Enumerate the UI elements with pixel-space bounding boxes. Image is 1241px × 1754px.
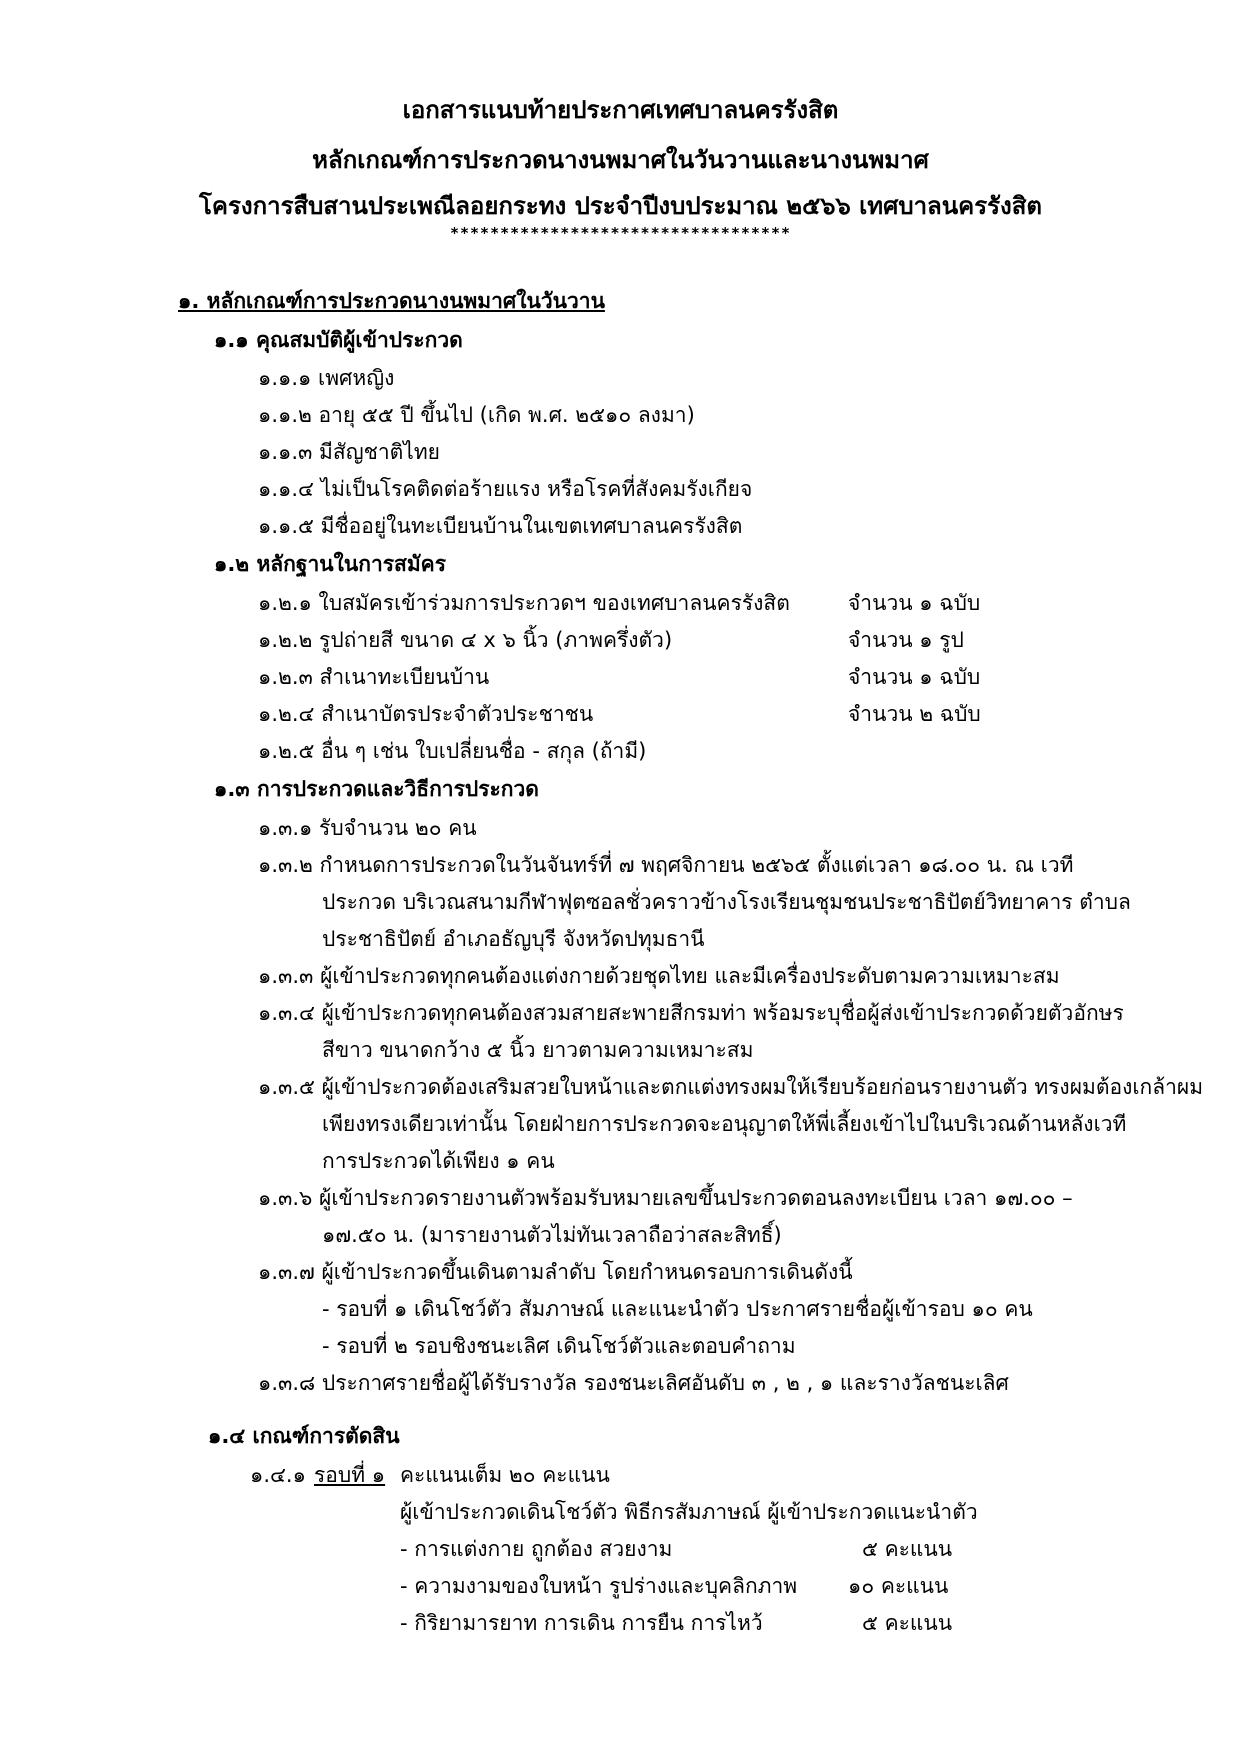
criteria-item: - ความงามของใบหน้า รูปร่างและบุคลิกภาพ (400, 1574, 798, 1598)
list-item-qty: จำนวน ๒ ฉบับ (848, 702, 981, 726)
doc-title-1: เอกสารแนบท้ายประกาศเทศบาลนครรังสิต (402, 96, 839, 124)
round-1-description: ผู้เข้าประกวดเดินโชว์ตัว พิธีกรสัมภาษณ์ ผู้เข้าประกวดแนะนำตัว (400, 1500, 978, 1524)
section-1-2-heading: ๑.๒ หลักฐานในการสมัคร (214, 552, 447, 576)
list-item: ๑.๑.๓ มีสัญชาติไทย (258, 440, 440, 464)
list-item-sub: - รอบที่ ๑ เดินโชว์ตัว สัมภาษณ์ และแนะนำตัว ประกาศรายชื่อผู้เข้ารอบ ๑๐ คน (322, 1297, 1033, 1321)
list-item: ๑.๒.๔ สำเนาบัตรประจำตัวประชาชน (258, 702, 594, 726)
list-item: ๑.๑.๒ อายุ ๕๕ ปี ขึ้นไป (เกิด พ.ศ. ๒๕๑๐ ลงมา) (258, 403, 695, 427)
criteria-item: - การแต่งกาย ถูกต้อง สวยงาม (400, 1537, 673, 1561)
section-1-3-heading: ๑.๓ การประกวดและวิธีการประกวด (214, 777, 539, 801)
list-item: ๑.๒.๓ สำเนาทะเบียนบ้าน (258, 665, 490, 689)
list-item-cont: ประชาธิปัตย์ อำเภอธัญบุรี จังหวัดปทุมธานี (322, 927, 705, 951)
criteria-item: - กิริยามารยาท การเดิน การยืน การไหว้ (400, 1611, 763, 1635)
list-item: ๑.๓.๓ ผู้เข้าประกวดทุกคนต้องแต่งกายด้วยชุดไทย และมีเครื่องประดับตามความเหมาะสม (258, 964, 1060, 988)
stars-divider: ********************************** (449, 224, 792, 242)
list-item-qty: จำนวน ๑ รูป (848, 628, 964, 652)
list-item: ๑.๒.๕ อื่น ๆ เช่น ใบเปลี่ยนชื่อ - สกุล (ถ้ามี) (258, 739, 647, 763)
list-item: ๑.๑.๕ มีชื่ออยู่ในทะเบียนบ้านในเขตเทศบาลนครรังสิต (258, 514, 743, 538)
list-item: ๑.๓.๑ รับจำนวน ๒๐ คน (258, 816, 477, 840)
list-item-sub: - รอบที่ ๒ รอบชิงชนะเลิศ เดินโชว์ตัวและตอบคำถาม (322, 1334, 796, 1358)
round-1-number: ๑.๔.๑ (250, 1463, 306, 1487)
list-item-cont: เพียงทรงเดียวเท่านั้น โดยฝ่ายการประกวดจะอนุญาตให้พี่เลี้ยงเข้าไปในบริเวณด้านหลังเวที (322, 1112, 1127, 1136)
list-item: ๑.๓.๘ ประกาศรายชื่อผู้ได้รับรางวัล รองชนะเลิศอันดับ ๓ , ๒ , ๑ และรางวัลชนะเลิศ (258, 1371, 1009, 1395)
criteria-points: ๕ คะแนน (862, 1537, 953, 1561)
list-item-cont: ประกวด บริเวณสนามกีฬาฟุตซอลชั่วคราวข้างโรงเรียนชุมชนประชาธิปัตย์วิทยาคาร ตำบล (322, 890, 1131, 914)
list-item: ๑.๑.๑ เพศหญิง (258, 366, 395, 390)
list-item: ๑.๓.๗ ผู้เข้าประกวดขึ้นเดินตามลำดับ โดยกำหนดรอบการเดินดังนี้ (258, 1260, 853, 1284)
section-1-heading: ๑. หลักเกณฑ์การประกวดนางนพมาศในวันวาน (178, 289, 605, 313)
section-1-1-heading: ๑.๑ คุณสมบัติผู้เข้าประกวด (214, 328, 463, 352)
section-1-4-heading: ๑.๔ เกณฑ์การตัดสิน (208, 1424, 400, 1448)
list-item: ๑.๒.๑ ใบสมัครเข้าร่วมการประกวดฯ ของเทศบาลนครรังสิต (258, 591, 790, 615)
list-item: ๑.๓.๔ ผู้เข้าประกวดทุกคนต้องสวมสายสะพายสีกรมท่า พร้อมระบุชื่อผู้ส่งเข้าประกวดด้วยตัวอักษร (258, 1001, 1124, 1025)
criteria-points: ๕ คะแนน (862, 1611, 953, 1635)
list-item-cont: ๑๗.๕๐ น. (มารายงานตัวไม่ทันเวลาถือว่าสละสิทธิ์) (322, 1223, 782, 1247)
list-item: ๑.๓.๕ ผู้เข้าประกวดต้องเสริมสวยใบหน้าและตกแต่งทรงผมให้เรียบร้อยก่อนรายงานตัว ทรงผมต้องเกล้าผม (258, 1075, 1204, 1099)
doc-title-3: โครงการสืบสานประเพณีลอยกระทง ประจำปีงบประมาณ ๒๕๖๖ เทศบาลนครรังสิต (199, 192, 1042, 220)
list-item-cont: การประกวดได้เพียง ๑ คน (322, 1149, 555, 1173)
list-item-cont: สีขาว ขนาดกว้าง ๕ นิ้ว ยาวตามความเหมาะสม (322, 1038, 754, 1062)
list-item: ๑.๒.๒ รูปถ่ายสี ขนาด ๔ x ๖ นิ้ว (ภาพครึ่งตัว) (258, 628, 673, 652)
list-item: ๑.๓.๖ ผู้เข้าประกวดรายงานตัวพร้อมรับหมายเลขขึ้นประกวดตอนลงทะเบียน เวลา ๑๗.๐๐ – (258, 1186, 1073, 1210)
list-item-qty: จำนวน ๑ ฉบับ (848, 665, 981, 689)
doc-title-2: หลักเกณฑ์การประกวดนางนพมาศในวันวานและนางนพมาศ (312, 146, 929, 174)
round-1-score: คะแนนเต็ม ๒๐ คะแนน (400, 1463, 610, 1487)
list-item: ๑.๑.๔ ไม่เป็นโรคติดต่อร้ายแรง หรือโรคที่สังคมรังเกียจ (258, 477, 753, 501)
list-item-qty: จำนวน ๑ ฉบับ (848, 591, 981, 615)
list-item: ๑.๓.๒ กำหนดการประกวดในวันจันทร์ที่ ๗ พฤศจิกายน ๒๕๖๕ ตั้งแต่เวลา ๑๘.๐๐ น. ณ เวที (258, 853, 1074, 877)
criteria-points: ๑๐ คะแนน (848, 1574, 949, 1598)
round-1-label: รอบที่ ๑ (314, 1463, 386, 1487)
